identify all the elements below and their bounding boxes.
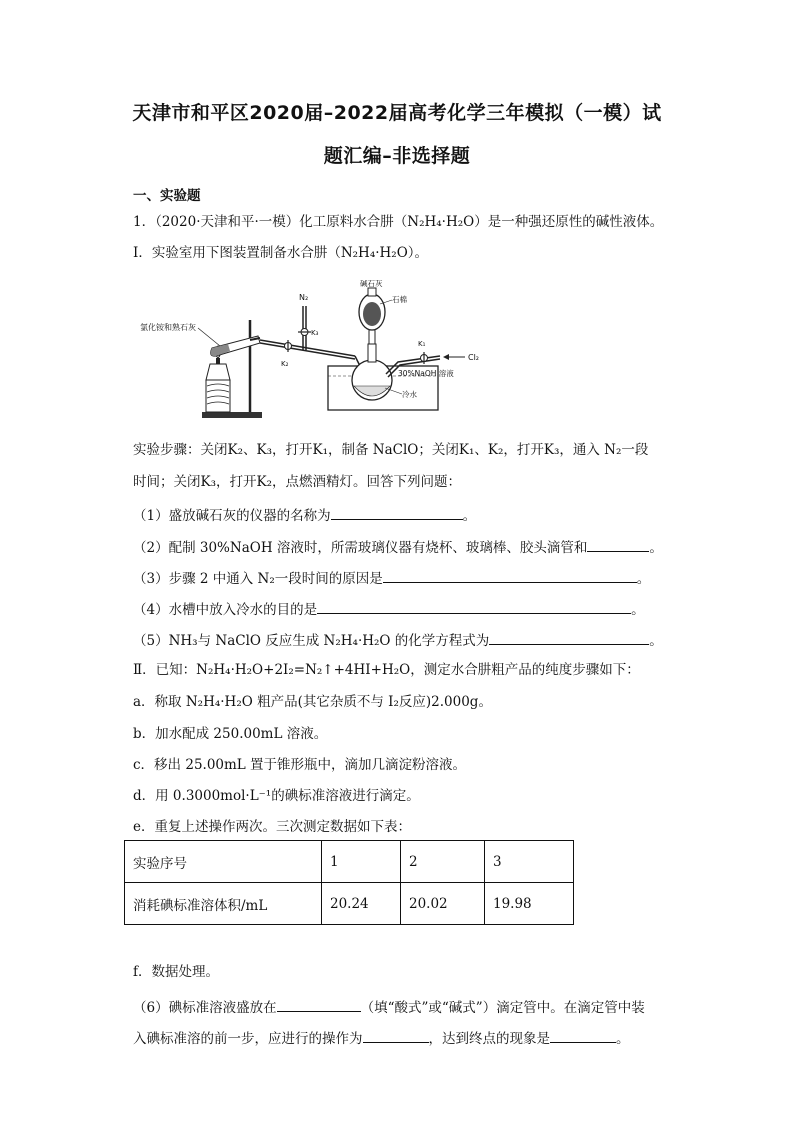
step-d: d．用 0.3000mol·L⁻¹的碘标准溶液进行滴定。 [133, 788, 420, 804]
label-naoh: 30%NaOH 溶液 [398, 369, 454, 378]
question-intro: 1．（2020·天津和平·一模）化工原料水合肼（N₂H₄·H₂O）是一种强还原性的碱性液体。 [133, 214, 664, 230]
part-one-heading: Ⅰ．实验室用下图装置制备水合肼（N₂H₄·H₂O）。 [133, 245, 429, 261]
alcohol-lamp [206, 364, 230, 380]
question-6-line1: （6）碘标准溶液盛放在 （填“酸式”或“碱式”）滴定管中。在滴定管中装 [133, 997, 645, 1017]
question-2: （2）配制 30%NaOH 溶液时，所需玻璃仪器有烧杯、玻璃棒、胶头滴管和 。 [133, 537, 663, 557]
table-cell: 1 [322, 841, 401, 883]
table-cell: 2 [401, 841, 485, 883]
question-6-line2: 入碘标准溶的前一步，应进行的操作为 ，达到终点的现象是 。 [133, 1028, 630, 1048]
table-row [125, 883, 574, 925]
stand-base [202, 412, 262, 418]
apparatus-diagram [140, 280, 485, 428]
delivery-tube [260, 340, 355, 356]
question-1: （1）盛放碱石灰的仪器的名称为 。 [133, 505, 476, 525]
titration-data-table [124, 840, 574, 925]
question-4: （4）水槽中放入冷水的目的是 。 [133, 599, 645, 619]
question-5: （5）NH₃与 NaClO 反应生成 N₂H₄·H₂O 的化学方程式为 。 [133, 630, 663, 650]
step-e: e．重复上述操作两次。三次测定数据如下表： [133, 819, 411, 835]
label-cold-water: 冷水 [402, 390, 417, 399]
step-b: b．加水配成 250.00mL 溶液。 [133, 726, 328, 742]
answer-blank-4[interactable] [317, 599, 631, 614]
answer-blank-6c[interactable] [550, 1028, 616, 1043]
label-n2: N₂ [299, 293, 309, 302]
section-heading: 一、实验题 [133, 188, 201, 204]
page-title-line1: 天津市和平区2020届–2022届高考化学三年模拟（一模）试 [132, 102, 662, 124]
table-cell: 实验序号 [125, 841, 322, 883]
table-cell: 20.24 [322, 883, 401, 925]
table-cell: 19.98 [485, 883, 574, 925]
label-k1: K₁ [418, 340, 426, 348]
steps-line2: 时间；关闭K₃，打开K₂，点燃酒精灯。回答下列问题： [133, 474, 461, 490]
drying-tube-stem [369, 330, 375, 344]
answer-blank-1[interactable] [331, 505, 463, 520]
label-sodalime: 碱石灰 [360, 280, 383, 288]
step-a: a．称取 N₂H₄·H₂O 粗产品(其它杂质不与 I₂反应)2.000g。 [133, 694, 492, 710]
label-cl2: Cl₂ [468, 353, 480, 362]
step-f: f．数据处理。 [133, 964, 219, 980]
table-cell: 消耗碘标准溶体积/mL [125, 883, 322, 925]
page-title-line2: 题汇编–非选择题 [323, 145, 471, 167]
label-k2: K₂ [281, 360, 289, 368]
label-asbestos: 石棉 [392, 295, 407, 304]
steps-line1: 实验步骤：关闭K₂、K₃，打开K₁，制备 NaClO；关闭K₁、K₂，打开K₃，通入 N₂一段 [133, 442, 649, 458]
answer-blank-6b[interactable] [363, 1028, 429, 1043]
label-reagent: 氯化铵和熟石灰 [140, 323, 196, 332]
answer-blank-3[interactable] [383, 568, 637, 583]
step-c: c．移出 25.00mL 置于锥形瓶中，滴加几滴淀粉溶液。 [133, 757, 467, 773]
table-cell: 20.02 [401, 883, 485, 925]
part-two-heading: Ⅱ．已知：N₂H₄·H₂O+2I₂=N₂↑+4HI+H₂O，测定水合肼粗产品的纯度步骤如下： [133, 662, 640, 678]
answer-blank-2[interactable] [587, 537, 649, 552]
answer-blank-6a[interactable] [277, 997, 361, 1012]
answer-blank-5[interactable] [489, 630, 649, 645]
label-k3: K₃ [311, 329, 319, 337]
question-3: （3）步骤 2 中通入 N₂一段时间的原因是 。 [133, 568, 650, 588]
table-row [125, 841, 574, 883]
table-cell: 3 [485, 841, 574, 883]
